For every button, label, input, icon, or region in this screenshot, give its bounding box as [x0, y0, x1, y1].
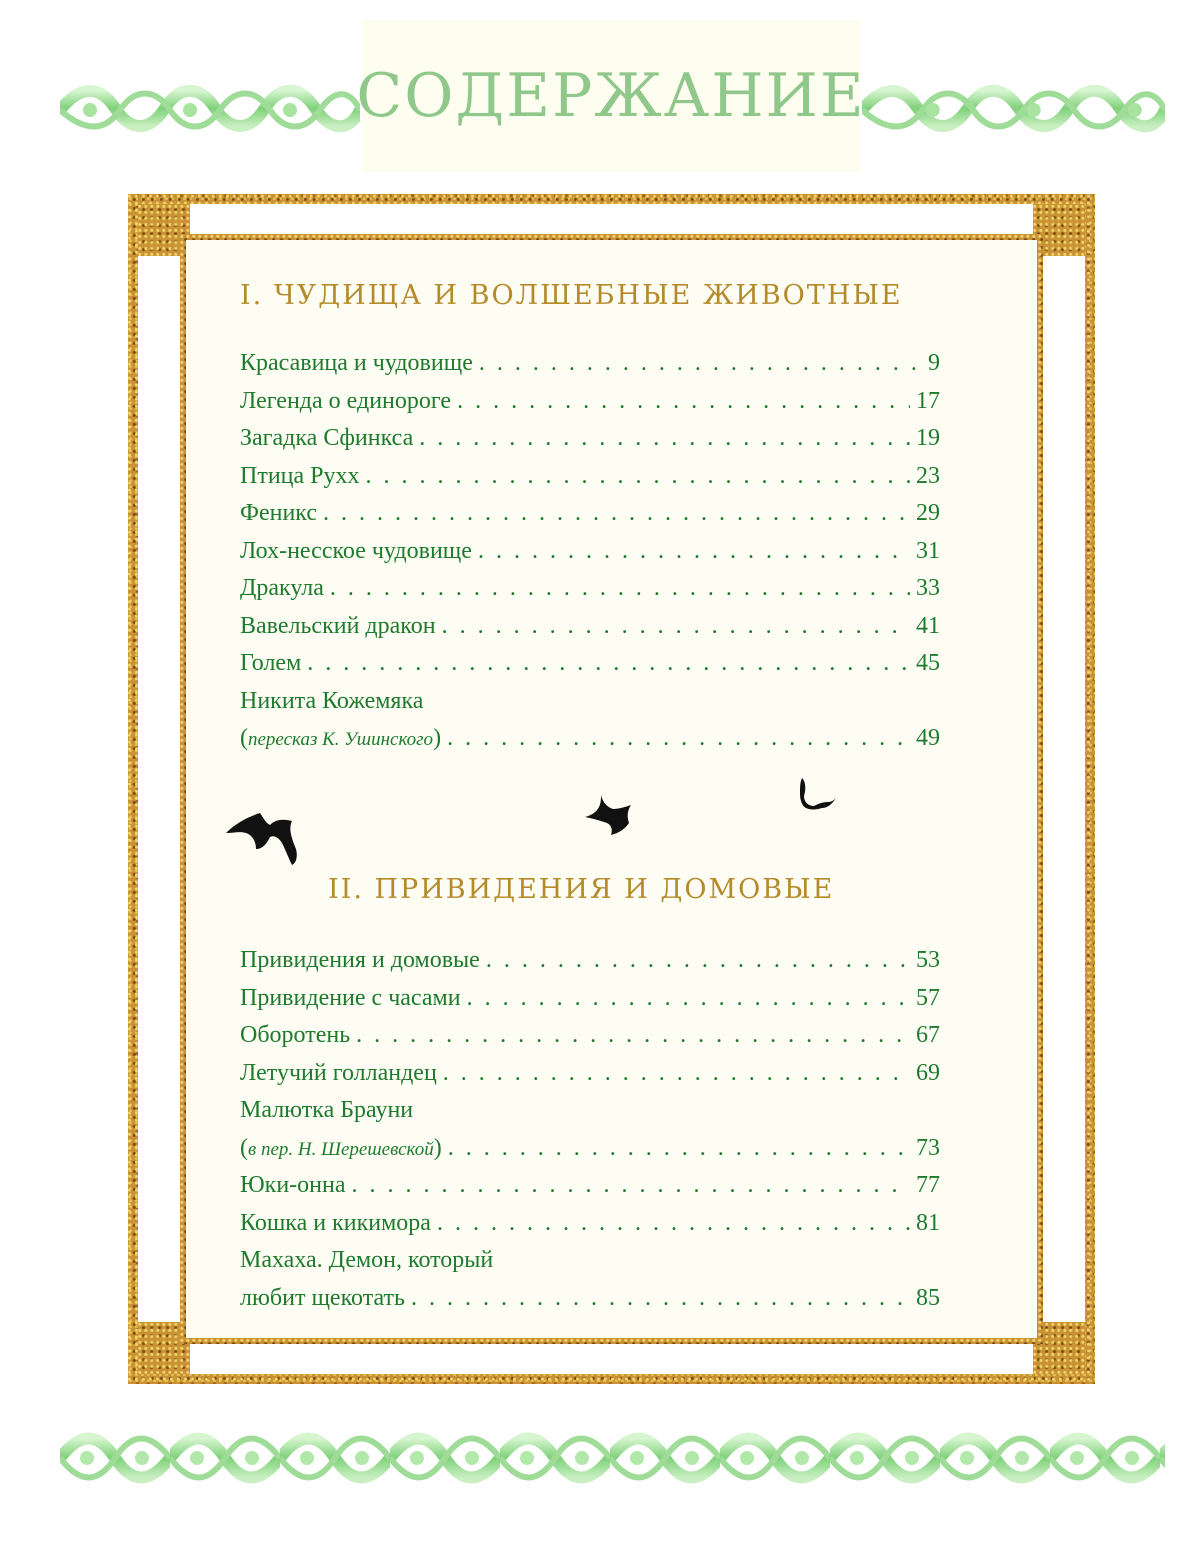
entry-page: 73 — [916, 1134, 940, 1161]
toc-entry-cont[interactable] — [240, 1130, 940, 1168]
entry-page: 29 — [916, 500, 940, 526]
dot-leader — [442, 608, 910, 646]
section-title: II. ПРИВИДЕНИЯ И ДОМОВЫЕ — [328, 874, 835, 905]
entry-title: Оборотень — [240, 1022, 351, 1048]
entry-page: 9 — [928, 350, 940, 376]
toc-entry[interactable] — [240, 980, 940, 1018]
entry-page: 33 — [916, 575, 940, 601]
bat-icon — [226, 805, 298, 867]
entry-title: Летучий голландец — [240, 1059, 437, 1086]
toc-entry[interactable] — [240, 1205, 940, 1243]
toc-list — [240, 942, 940, 1317]
entry-page: 57 — [916, 984, 940, 1011]
vine-ornament-icon — [60, 1418, 1165, 1498]
dot-leader — [323, 495, 910, 533]
entry-page: 67 — [916, 1022, 940, 1048]
entry-page: 31 — [916, 537, 940, 564]
vine-ornament-icon — [60, 70, 360, 150]
toc-entry-cont[interactable] — [240, 1280, 940, 1318]
entry-title: Никита Кожемяка — [240, 687, 424, 714]
ornament-top-right — [862, 70, 1165, 150]
ornament-top-left — [60, 70, 360, 150]
dot-leader — [330, 570, 910, 608]
dot-leader — [479, 345, 922, 383]
entry-page: 23 — [916, 462, 940, 489]
entry-title: Привидения и домовые — [240, 947, 480, 973]
vine-ornament-icon — [862, 70, 1165, 150]
dot-leader — [419, 420, 910, 458]
entry-page: 19 — [916, 425, 940, 451]
entry-title: Красавица и чудовище — [240, 350, 473, 376]
entry-note-text: пересказ К. Ушинского — [248, 729, 434, 750]
toc-entry[interactable] — [240, 645, 940, 683]
ornament-bottom — [60, 1418, 1165, 1498]
toc-entry[interactable] — [240, 570, 940, 608]
entry-title: Голем — [240, 650, 302, 676]
dot-leader — [457, 383, 910, 421]
entry-title: Малютка Брауни — [240, 1097, 414, 1123]
entry-page: 17 — [916, 387, 940, 414]
toc-list — [240, 345, 940, 758]
toc-entry-multiline[interactable] — [240, 1242, 940, 1280]
entry-page: 53 — [916, 947, 940, 973]
dot-leader — [478, 533, 910, 571]
dot-leader — [467, 980, 910, 1018]
dot-leader — [437, 1205, 910, 1243]
dot-leader — [411, 1280, 910, 1318]
section-title: I. ЧУДИЩА И ВОЛШЕБНЫЕ ЖИВОТНЫЕ — [240, 280, 903, 311]
dot-leader — [307, 645, 910, 683]
page-title: СОДЕРЖАНИЕ — [356, 61, 866, 131]
entry-title: Юки-онна — [240, 1172, 346, 1198]
toc-entry-multiline[interactable] — [240, 1092, 940, 1130]
toc-entry[interactable] — [240, 1055, 940, 1093]
entry-title: Феникс — [240, 500, 318, 526]
toc-entry[interactable] — [240, 420, 940, 458]
toc-entry[interactable] — [240, 533, 940, 571]
dot-leader — [352, 1167, 910, 1205]
entry-page: 41 — [916, 612, 940, 639]
entry-title: Дракула — [240, 575, 324, 601]
entry-title: Кошка и кикимора — [240, 1209, 431, 1236]
entry-page: 45 — [916, 650, 940, 676]
entry-title: Загадка Сфинкса — [240, 425, 414, 451]
dot-leader — [447, 720, 910, 758]
dot-leader — [448, 1130, 910, 1168]
toc-entry[interactable] — [240, 458, 940, 496]
entry-page: 85 — [916, 1284, 940, 1311]
entry-page: 77 — [916, 1172, 940, 1198]
entry-title-cont: любит щекотать — [240, 1284, 405, 1311]
entry-note: (пересказ К. Ушинского) — [240, 725, 442, 751]
entry-title: Вавельский дракон — [240, 612, 436, 639]
toc-entry[interactable] — [240, 345, 940, 383]
entry-title: Птица Рухх — [240, 462, 360, 489]
toc-entry-multiline[interactable] — [240, 683, 940, 721]
entry-title: Лох-несское чудовище — [240, 537, 472, 564]
toc-entry-cont[interactable] — [240, 720, 940, 758]
entry-page: 49 — [916, 725, 940, 751]
entry-note-text: в пер. Н. Шерешевской — [248, 1138, 434, 1160]
dot-leader — [356, 1017, 910, 1055]
toc-entry[interactable] — [240, 1017, 940, 1055]
dot-leader — [486, 942, 910, 980]
bat-icon — [585, 795, 631, 837]
title-panel — [356, 20, 866, 172]
toc-entry[interactable] — [240, 1167, 940, 1205]
entry-note: (в пер. Н. Шерешевской) — [240, 1134, 442, 1161]
entry-page: 81 — [916, 1209, 940, 1236]
bat-icon — [798, 778, 836, 810]
dot-leader — [366, 458, 910, 496]
toc-entry[interactable] — [240, 495, 940, 533]
toc-entry[interactable] — [240, 383, 940, 421]
toc-entry[interactable] — [240, 608, 940, 646]
entry-title: Махаха. Демон, который — [240, 1247, 494, 1273]
toc-entry[interactable] — [240, 942, 940, 980]
entry-title: Привидение с часами — [240, 984, 461, 1011]
entry-title: Легенда о единороге — [240, 387, 452, 414]
entry-page: 69 — [916, 1059, 940, 1086]
dot-leader — [443, 1055, 910, 1093]
